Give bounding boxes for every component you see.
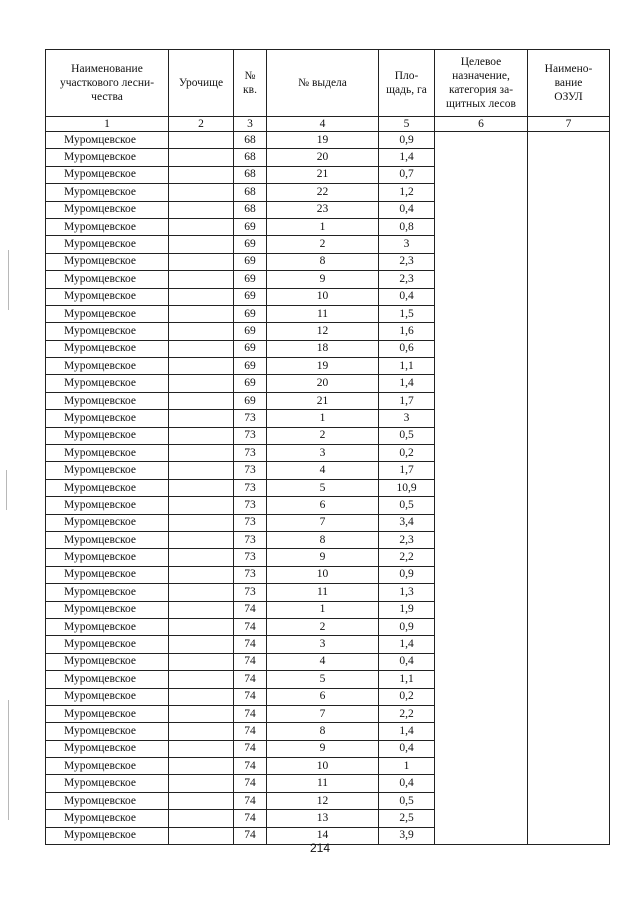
cell-allotment-number: 10 [267,566,379,583]
cell-forestry-name: Муромцевское [46,427,169,444]
cell-area-ha: 3 [379,410,435,427]
cell-forestry-name: Муромцевское [46,358,169,375]
cell-quarter-number: 74 [234,775,267,792]
cell-forestry-name: Муромцевское [46,184,169,201]
cell-forestry-name: Муромцевское [46,497,169,514]
cell-allotment-number: 19 [267,358,379,375]
header-line: № выдела [298,77,347,89]
cell-tract [169,288,234,305]
cell-forestry-name: Муромцевское [46,601,169,618]
cell-area-ha: 0,9 [379,566,435,583]
cell-allotment-number: 9 [267,271,379,288]
cell-allotment-number: 1 [267,601,379,618]
cell-area-ha: 2,3 [379,531,435,548]
cell-forestry-name: Муромцевское [46,671,169,688]
cell-quarter-number: 73 [234,462,267,479]
cell-tract [169,149,234,166]
cell-tract [169,549,234,566]
scan-edge-mark [6,470,7,510]
header-line: участкового лесни- [59,77,155,89]
cell-allotment-number: 11 [267,305,379,322]
cell-quarter-number: 68 [234,201,267,218]
header-line: № [244,70,256,82]
cell-tract [169,323,234,340]
cell-quarter-number: 74 [234,740,267,757]
table-header-row [46,50,610,117]
cell-quarter-number: 74 [234,653,267,670]
cell-area-ha: 3 [379,236,435,253]
cell-area-ha: 1,4 [379,636,435,653]
cell-forestry-name: Муромцевское [46,236,169,253]
cell-quarter-number: 69 [234,340,267,357]
column-number: 1 [46,117,169,132]
header-forestry-name [46,50,169,117]
header-allotment-number [267,50,379,117]
header-line: категория за- [448,84,514,96]
cell-allotment-number: 7 [267,514,379,531]
cell-forestry-name: Муромцевское [46,723,169,740]
cell-forestry-name: Муромцевское [46,531,169,548]
cell-forestry-name: Муромцевское [46,253,169,270]
cell-forestry-name: Муромцевское [46,584,169,601]
cell-tract [169,479,234,496]
cell-allotment-number: 6 [267,497,379,514]
cell-tract [169,305,234,322]
cell-tract [169,375,234,392]
cell-area-ha: 0,8 [379,218,435,235]
cell-tract [169,671,234,688]
cell-tract [169,253,234,270]
cell-allotment-number: 13 [267,810,379,827]
cell-area-ha: 2,2 [379,705,435,722]
cell-tract [169,705,234,722]
cell-allotment-number: 11 [267,775,379,792]
cell-allotment-number: 10 [267,758,379,775]
cell-area-ha: 0,4 [379,740,435,757]
cell-allotment-number: 1 [267,218,379,235]
cell-quarter-number: 69 [234,358,267,375]
cell-area-ha: 2,2 [379,549,435,566]
cell-quarter-number: 74 [234,827,267,844]
cell-allotment-number: 11 [267,584,379,601]
cell-quarter-number: 69 [234,253,267,270]
column-number: 3 [234,117,267,132]
cell-forestry-name: Муромцевское [46,653,169,670]
cell-tract [169,358,234,375]
cell-quarter-number: 73 [234,445,267,462]
cell-quarter-number: 74 [234,688,267,705]
cell-quarter-number: 74 [234,636,267,653]
cell-area-ha: 1,2 [379,184,435,201]
cell-quarter-number: 73 [234,514,267,531]
cell-forestry-name: Муромцевское [46,549,169,566]
cell-quarter-number: 73 [234,427,267,444]
column-number: 4 [267,117,379,132]
cell-forestry-name: Муромцевское [46,775,169,792]
cell-quarter-number: 74 [234,671,267,688]
cell-quarter-number: 68 [234,149,267,166]
cell-forestry-name: Муромцевское [46,149,169,166]
cell-allotment-number: 20 [267,149,379,166]
column-number: 2 [169,117,234,132]
cell-area-ha: 1,6 [379,323,435,340]
cell-area-ha: 0,2 [379,688,435,705]
header-line: Наимено- [544,63,593,75]
cell-ozul-name [528,132,610,845]
cell-allotment-number: 19 [267,132,379,149]
cell-area-ha: 0,4 [379,201,435,218]
cell-allotment-number: 21 [267,392,379,409]
cell-forestry-name: Муромцевское [46,375,169,392]
cell-area-ha: 1,7 [379,462,435,479]
column-number: 7 [528,117,610,132]
cell-area-ha: 0,5 [379,427,435,444]
cell-quarter-number: 69 [234,375,267,392]
cell-area-ha: 3,9 [379,827,435,844]
cell-quarter-number: 74 [234,705,267,722]
cell-tract [169,427,234,444]
cell-allotment-number: 8 [267,253,379,270]
header-line: Целевое [460,56,502,68]
cell-allotment-number: 7 [267,705,379,722]
cell-area-ha: 2,5 [379,810,435,827]
cell-area-ha: 2,3 [379,253,435,270]
cell-area-ha: 0,5 [379,497,435,514]
cell-forestry-name: Муромцевское [46,479,169,496]
header-line: Урочище [178,77,224,89]
cell-tract [169,497,234,514]
cell-area-ha: 1,3 [379,584,435,601]
cell-allotment-number: 10 [267,288,379,305]
header-line: Пло- [394,70,419,82]
cell-area-ha: 1,9 [379,601,435,618]
cell-forestry-name: Муромцевское [46,132,169,149]
cell-area-ha: 1,4 [379,723,435,740]
cell-area-ha: 1,5 [379,305,435,322]
cell-area-ha: 10,9 [379,479,435,496]
header-line: щитных лесов [446,98,516,110]
cell-area-ha: 1 [379,758,435,775]
cell-forestry-name: Муромцевское [46,410,169,427]
cell-quarter-number: 69 [234,305,267,322]
cell-tract [169,775,234,792]
cell-tract [169,758,234,775]
header-ozul-name [528,50,610,117]
cell-forestry-name: Муромцевское [46,462,169,479]
cell-area-ha: 0,4 [379,775,435,792]
cell-quarter-number: 69 [234,392,267,409]
cell-forestry-name: Муромцевское [46,288,169,305]
cell-area-ha: 1,1 [379,358,435,375]
cell-allotment-number: 21 [267,166,379,183]
cell-forestry-name: Муромцевское [46,323,169,340]
cell-quarter-number: 74 [234,601,267,618]
cell-tract [169,723,234,740]
cell-area-ha: 0,4 [379,288,435,305]
cell-allotment-number: 4 [267,462,379,479]
cell-quarter-number: 73 [234,410,267,427]
cell-forestry-name: Муромцевское [46,392,169,409]
cell-allotment-number: 2 [267,427,379,444]
cell-forestry-name: Муромцевское [46,305,169,322]
cell-forestry-name: Муромцевское [46,792,169,809]
cell-allotment-number: 3 [267,636,379,653]
cell-tract [169,792,234,809]
cell-area-ha: 0,4 [379,653,435,670]
cell-allotment-number: 12 [267,323,379,340]
cell-quarter-number: 69 [234,288,267,305]
cell-tract [169,132,234,149]
cell-area-ha: 0,6 [379,340,435,357]
cell-forestry-name: Муромцевское [46,271,169,288]
cell-allotment-number: 6 [267,688,379,705]
cell-allotment-number: 3 [267,445,379,462]
cell-area-ha: 1,4 [379,375,435,392]
header-tract [169,50,234,117]
page-number: 214 [309,841,331,855]
header-line: кв. [243,84,257,96]
header-purpose-category [435,50,528,117]
cell-allotment-number: 4 [267,653,379,670]
cell-area-ha: 1,1 [379,671,435,688]
cell-tract [169,340,234,357]
cell-quarter-number: 69 [234,323,267,340]
cell-tract [169,445,234,462]
cell-quarter-number: 69 [234,271,267,288]
header-area-ha [379,50,435,117]
cell-forestry-name: Муромцевское [46,445,169,462]
header-line: щадь, га [386,84,427,96]
cell-purpose-category [435,132,528,845]
cell-tract [169,618,234,635]
cell-tract [169,566,234,583]
cell-allotment-number: 5 [267,479,379,496]
cell-tract [169,810,234,827]
cell-allotment-number: 9 [267,740,379,757]
cell-tract [169,392,234,409]
cell-quarter-number: 74 [234,723,267,740]
cell-tract [169,218,234,235]
cell-tract [169,410,234,427]
cell-allotment-number: 2 [267,618,379,635]
cell-quarter-number: 69 [234,218,267,235]
cell-allotment-number: 14 [267,827,379,844]
header-line: ОЗУЛ [554,91,583,103]
cell-allotment-number: 8 [267,723,379,740]
cell-quarter-number: 74 [234,810,267,827]
cell-allotment-number: 9 [267,549,379,566]
table-row [46,132,610,149]
cell-allotment-number: 2 [267,236,379,253]
column-number: 6 [435,117,528,132]
cell-tract [169,184,234,201]
cell-forestry-name: Муромцевское [46,810,169,827]
cell-forestry-name: Муромцевское [46,705,169,722]
cell-area-ha: 2,3 [379,271,435,288]
cell-forestry-name: Муромцевское [46,514,169,531]
cell-quarter-number: 73 [234,479,267,496]
cell-allotment-number: 12 [267,792,379,809]
cell-tract [169,636,234,653]
cell-area-ha: 1,7 [379,392,435,409]
cell-quarter-number: 73 [234,531,267,548]
cell-area-ha: 3,4 [379,514,435,531]
cell-area-ha: 0,9 [379,618,435,635]
cell-tract [169,236,234,253]
cell-quarter-number: 68 [234,132,267,149]
cell-allotment-number: 20 [267,375,379,392]
cell-forestry-name: Муромцевское [46,566,169,583]
cell-forestry-name: Муромцевское [46,827,169,844]
cell-area-ha: 0,2 [379,445,435,462]
scan-edge-mark [8,700,9,820]
header-quarter-number [234,50,267,117]
cell-forestry-name: Муромцевское [46,201,169,218]
cell-forestry-name: Муромцевское [46,740,169,757]
cell-allotment-number: 18 [267,340,379,357]
cell-forestry-name: Муромцевское [46,688,169,705]
cell-tract [169,514,234,531]
cell-tract [169,584,234,601]
cell-quarter-number: 74 [234,792,267,809]
cell-forestry-name: Муромцевское [46,340,169,357]
cell-quarter-number: 68 [234,184,267,201]
cell-forestry-name: Муромцевское [46,636,169,653]
cell-quarter-number: 69 [234,236,267,253]
cell-quarter-number: 73 [234,549,267,566]
cell-quarter-number: 73 [234,584,267,601]
cell-allotment-number: 23 [267,201,379,218]
cell-tract [169,688,234,705]
cell-forestry-name: Муромцевское [46,758,169,775]
header-line: вание [554,77,583,89]
cell-quarter-number: 74 [234,618,267,635]
cell-area-ha: 0,7 [379,166,435,183]
cell-quarter-number: 68 [234,166,267,183]
scan-edge-mark [8,250,9,310]
cell-allotment-number: 1 [267,410,379,427]
header-line: Наименование [71,63,143,75]
cell-tract [169,166,234,183]
header-line: назначение, [452,70,510,82]
cell-quarter-number: 74 [234,758,267,775]
column-number-row [46,117,610,132]
cell-allotment-number: 5 [267,671,379,688]
cell-tract [169,740,234,757]
cell-tract [169,201,234,218]
cell-tract [169,271,234,288]
cell-forestry-name: Муромцевское [46,218,169,235]
column-number: 5 [379,117,435,132]
cell-quarter-number: 73 [234,566,267,583]
allotment-table [45,49,610,845]
cell-tract [169,462,234,479]
header-line: чества [91,91,123,103]
cell-tract [169,653,234,670]
cell-area-ha: 0,5 [379,792,435,809]
cell-allotment-number: 22 [267,184,379,201]
cell-forestry-name: Муромцевское [46,166,169,183]
cell-tract [169,531,234,548]
cell-allotment-number: 8 [267,531,379,548]
cell-area-ha: 1,4 [379,149,435,166]
cell-forestry-name: Муромцевское [46,618,169,635]
cell-quarter-number: 73 [234,497,267,514]
cell-tract [169,601,234,618]
cell-area-ha: 0,9 [379,132,435,149]
